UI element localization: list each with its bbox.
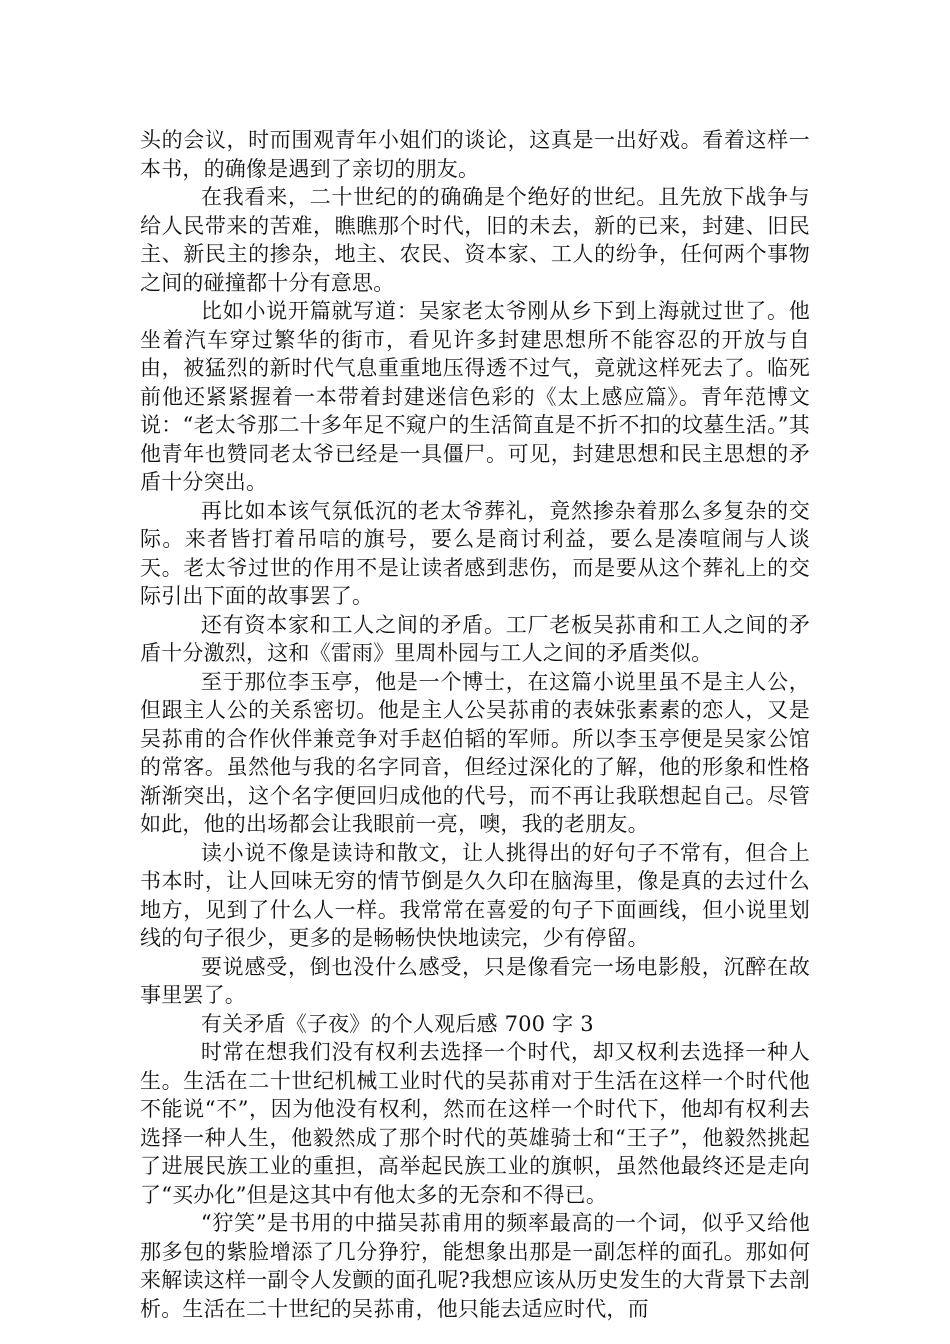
paragraph-3: 比如小说开篇就写道：吴家老太爷刚从乡下到上海就过世了。他坐着汽车穿过繁华的街市，看见许多封建思想所不能容忍的开放与自由，被猛烈的新时代气息重重地压得透不过气，竟就这样死去了。临死前他还紧紧握着一本带着封建迷信色彩的《太上感应篇》。青年范博文说：“老太爷那二十多年足不窥户的生活简直是不折不扣的坟墓生活。”其他青年也赞同老太爷已经是一具僵尸。可见，封建思想和民主思想的矛盾十分突出。: [140, 299, 810, 494]
section-heading: 有关矛盾《子夜》的个人观后感 700 字 3: [200, 1011, 594, 1036]
paragraph-6: 至于那位李玉亭，他是一个博士，在这篇小说里虽不是主人公，但跟主人公的关系密切。他是主人公吴荪甫的表妹张素素的恋人，又是吴荪甫的合作伙伴兼竞争对手赵伯韬的军师。所以李玉亭便是吴家公馆的常客。虽然他与我的名字同音，但经过深化的了解，他的形象和性格渐渐突出，这个名字便回归成他的代号，而不再让我联想起自己。尽管如此，他的出场都会让我眼前一亮，噢，我的老朋友。: [140, 669, 810, 836]
paragraph-11: “狞笑”是书用的中描吴荪甫用的频率最高的一个词，似乎又给他那多包的紫脸增添了几分狰狞，能想象出那是一副怎样的面孔。那如何来解读这样一副令人发颤的面孔呢?我想应该从历史发生的大背景下去剖析。生活在二十世纪的吴荪甫，他只能去适应时代，而: [140, 1211, 810, 1321]
paragraph-5: 还有资本家和工人之间的矛盾。工厂老板吴荪甫和工人之间的矛盾十分激烈，这和《雷雨》里周朴园与工人之间的矛盾类似。: [140, 612, 810, 665]
paragraph-1: 头的会议，时而围观青年小姐们的谈论，这真是一出好戏。看着这样一本书，的确像是遇到了亲切的朋友。: [140, 128, 810, 181]
paragraph-2: 在我看来，二十世纪的的确确是个绝好的世纪。且先放下战争与给人民带来的苦难，瞧瞧那个时代，旧的未去，新的已来，封建、旧民主、新民主的掺杂，地主、农民、资本家、工人的纷争，任何两个事物之间的碰撞都十分有意思。: [140, 185, 810, 295]
document-body: [140, 126, 810, 1323]
paragraph-7: 读小说不像是读诗和散文，让人挑得出的好句子不常有，但合上书本时，让人回味无穷的情节倒是久久印在脑海里，像是真的去过什么地方，见到了什么人一样。我常常在喜爱的句子下面画线，但小说里划线的句子很少，更多的是畅畅快快地读完，少有停留。: [140, 840, 810, 950]
paragraph-4: 再比如本该气氛低沉的老太爷葬礼，竟然掺杂着那么多复杂的交际。来者皆打着吊唁的旗号，要么是商讨利益，要么是凑喧闹与人谈天。老太爷过世的作用不是让读者感到悲伤，而是要从这个葬礼上的交际引出下面的故事罢了。: [140, 498, 810, 608]
paragraph-10: 时常在想我们没有权利去选择一个时代，却又权利去选择一种人生。生活在二十世纪机械工业时代的吴荪甫对于生活在这样一个时代他不能说“不”，因为他没有权利，然而在这样一个时代下，他却有权利去选择一种人生，他毅然成了那个时代的英雄骑士和“王子”，他毅然挑起了进展民族工业的重担，高举起民族工业的旗帜，虽然他最终还是走向了“买办化”但是这其中有他太多的无奈和不得已。: [140, 1040, 810, 1207]
paragraph-8: 要说感受，倒也没什么感受，只是像看完一场电影般，沉醉在故事里罢了。: [140, 954, 810, 1007]
